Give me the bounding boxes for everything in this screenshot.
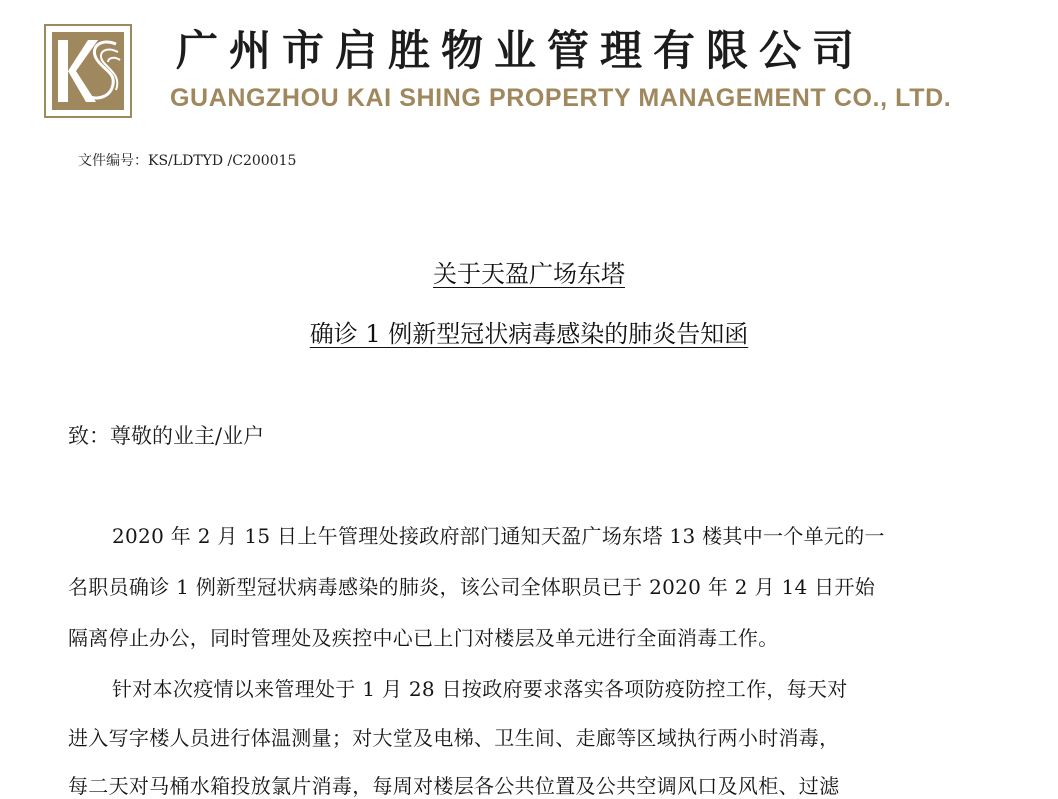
body-line: 每二天对马桶水箱投放氯片消毒，每周对楼层各公共位置及公共空调风口及风柜、过滤 (68, 774, 840, 798)
body-line: 针对本次疫情以来管理处于 1 月 28 日按政府要求落实各项防疫防控工作，每天对 (112, 677, 848, 701)
body-line: 2020 年 2 月 15 日上午管理处接政府部门通知天盈广场东塔 13 楼其中一个单元的一 (112, 524, 885, 548)
title-line-1-text: 关于天盈广场东塔 (433, 260, 625, 288)
ks-logo-icon (44, 24, 132, 118)
document-title-line-2 (0, 314, 1058, 349)
body-line: 隔离停止办公，同时管理处及疾控中心已上门对楼层及单元进行全面消毒工作。 (68, 626, 779, 650)
salutation: 致：尊敬的业主/业户 (68, 424, 265, 448)
document-title-line-1 (0, 254, 1058, 289)
letterhead (0, 0, 1058, 140)
company-name-en: GUANGZHOU KAI SHING PROPERTY MANAGEMENT CO., LTD. (170, 84, 952, 112)
document-number: 文件编号：KS/LDTYD /C200015 (78, 153, 297, 169)
company-name-cn: 广州市启胜物业管理有限公司 (176, 26, 866, 75)
body-line: 名职员确诊 1 例新型冠状病毒感染的肺炎，该公司全体职员已于 2020 年 2 月 14 日开始 (68, 575, 876, 599)
title-line-2-text: 确诊 1 例新型冠状病毒感染的肺炎告知函 (309, 320, 749, 348)
body-line: 进入写字楼人员进行体温测量；对大堂及电梯、卫生间、走廊等区域执行两小时消毒， (68, 726, 840, 750)
